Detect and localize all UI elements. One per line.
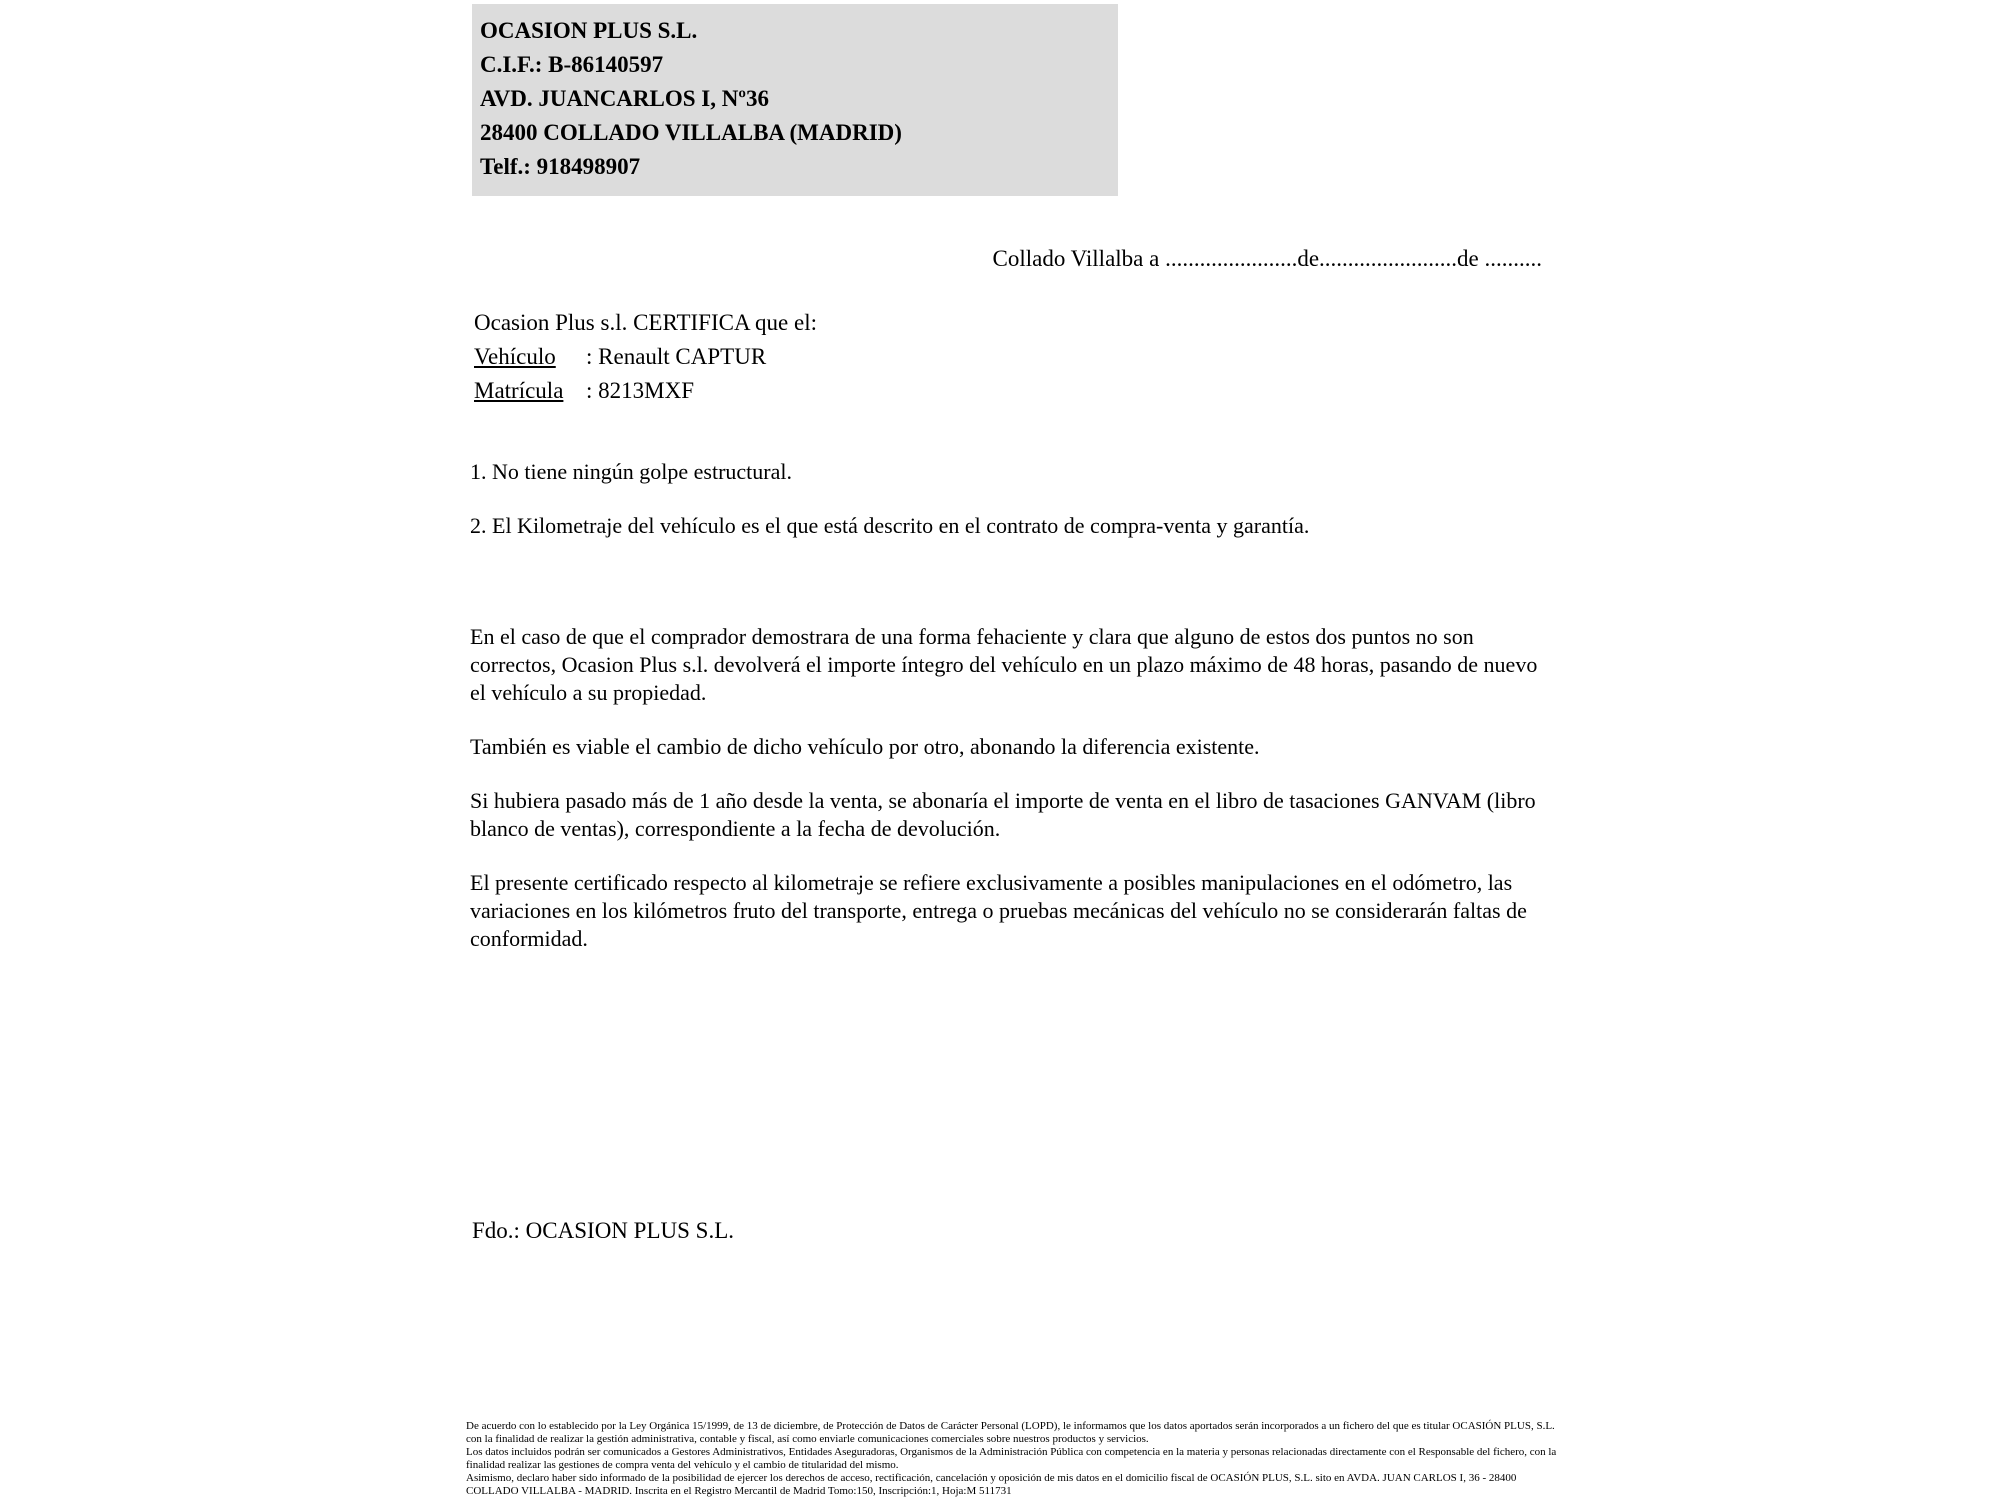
paragraph-ganvam: Si hubiera pasado más de 1 año desde la venta, se abonaría el importe de venta en el libro de tasaciones GANVAM (libro blanco de ventas), correspondiente a la fecha de devolución. [470,788,1536,841]
company-address: AVD. JUANCARLOS I, Nº36 [480,86,769,111]
paragraph-odometer: El presente certificado respecto al kilometraje se refiere exclusivamente a posibles manipulaciones en el odómetro, las variaciones en los kilómetros fruto del transporte, entrega o pruebas mecánicas del vehículo no se considerarán faltas de conformidad. [470,870,1527,951]
signature-line: Fdo.: OCASION PLUS S.L. [472,1218,734,1243]
vehicle-label: Vehículo [474,344,556,369]
plate-row [474,374,817,408]
certify-intro: Ocasion Plus s.l. CERTIFICA que el: [474,310,817,335]
paragraph-exchange: También es viable el cambio de dicho vehículo por otro, abonando la diferencia existente. [470,734,1260,759]
company-header-block [472,4,1118,196]
body-paragraphs [470,623,1548,979]
company-name: OCASION PLUS S.L. [480,18,698,43]
legal-paragraph-rights: Asimismo, declaro haber sido informado de la posibilidad de ejercer los derechos de acceso, rectificación, cancelación y oposición de mis datos en el domicilio fiscal de OCASIÓN PLUS, S.L. sito en AVDA. JUAN CARLOS I, 36 - 28400 COLLADO VILLALBA - MADRID. Inscrita en el Registro Mercantil de Madrid Tomo:150, Inscripción:1, Hoja:M 511731 [466,1472,1517,1497]
company-cif: C.I.F.: B-86140597 [480,52,664,77]
point-mileage: 2. El Kilometraje del vehículo es el que está descrito en el contrato de compra-venta y garantía. [470,513,1310,538]
company-city: 28400 COLLADO VILLALBA (MADRID) [480,120,902,145]
certified-points [470,458,1548,566]
certify-block [474,306,817,408]
point-structural: 1. No tiene ningún golpe estructural. [470,459,792,484]
company-phone: Telf.: 918498907 [480,154,641,179]
legal-paragraph-lopd: De acuerdo con lo establecido por la Ley Orgánica 15/1999, de 13 de diciembre, de Protección de Datos de Carácter Personal (LOPD), le informamos que los datos aportados serán incorporados a un fichero del que es titular OCASIÓN PLUS, S.L. con la finalidad de realizar la gestión administrativa, contable y fiscal, así como enviarle comunicaciones comerciales sobre nuestros productos y servicios. [466,1420,1555,1445]
vehicle-row [474,340,817,374]
plate-value: : 8213MXF [586,378,694,403]
vehicle-value: : Renault CAPTUR [586,344,767,369]
date-place-line: Collado Villalba a .......................de........................de .......... [992,246,1542,271]
legal-paragraph-data-sharing: Los datos incluidos podrán ser comunicados a Gestores Administrativos, Entidades Aseguradoras, Organismos de la Administración Pública con competencia en la materia y personas relacionadas directamente con el Responsable del fichero, con la finalidad realizar las gestiones de compra venta del vehículo y el cambio de titularidad del mismo. [466,1446,1557,1471]
legal-footer [466,1420,1561,1498]
paragraph-refund: En el caso de que el comprador demostrara de una forma fehaciente y clara que alguno de estos dos puntos no son correctos, Ocasion Plus s.l. devolverá el importe íntegro del vehículo en un plazo máximo de 48 horas, pasando de nuevo el vehículo a su propiedad. [470,624,1538,705]
plate-label: Matrícula [474,378,564,403]
